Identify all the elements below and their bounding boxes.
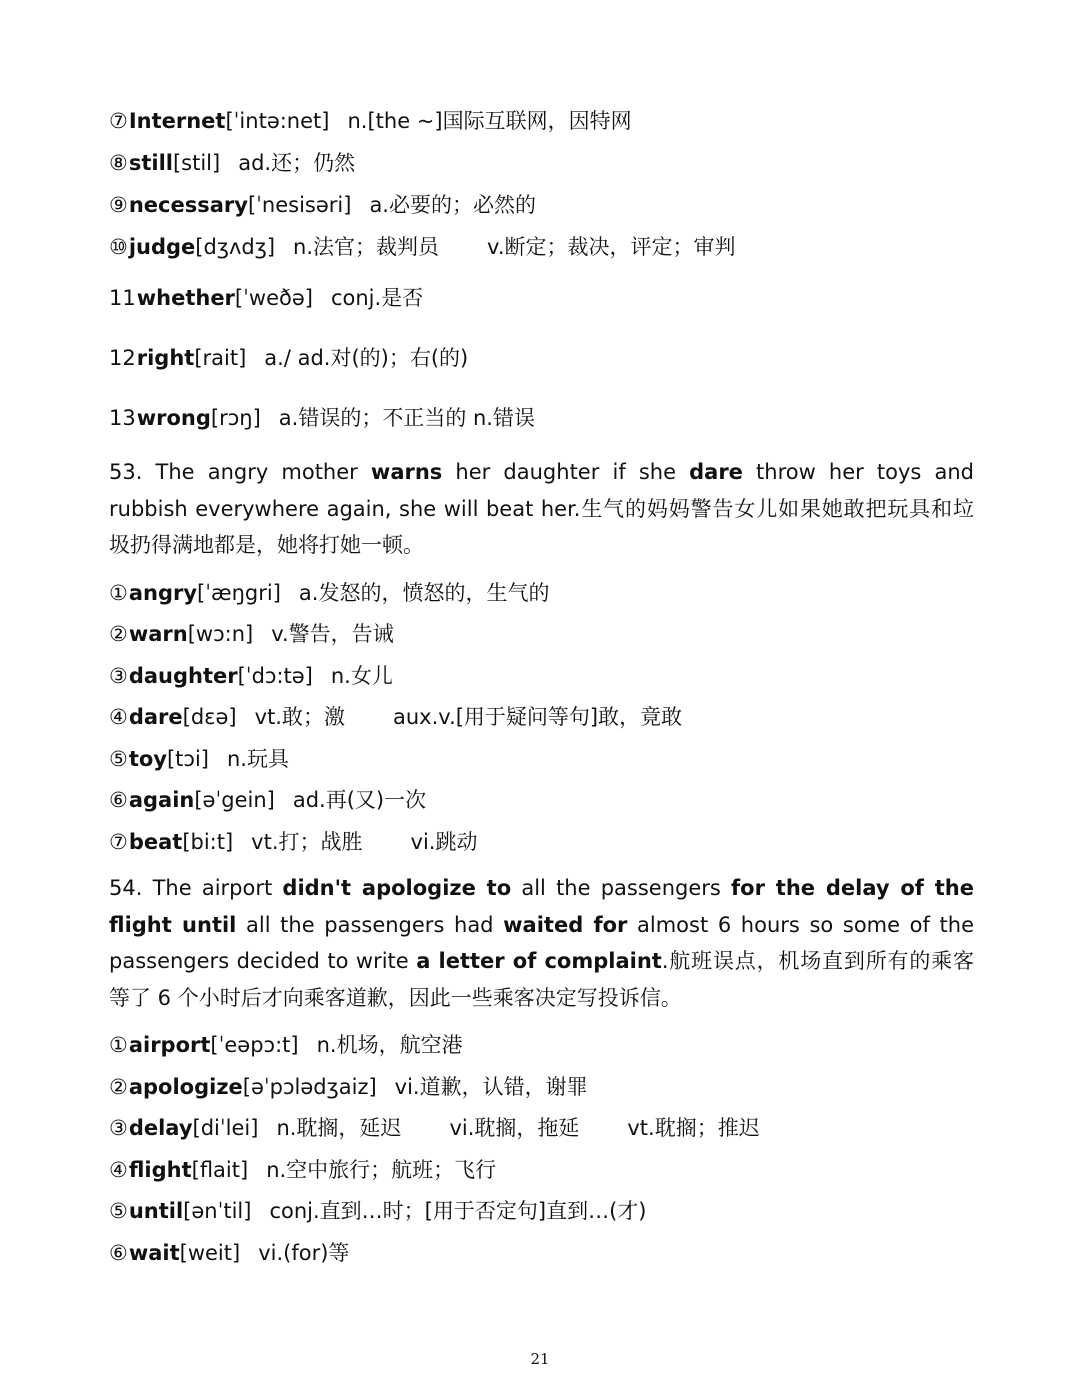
entry-definition: a.必要的；必然的	[369, 193, 536, 217]
entry-definition: n.空中旅行；航班；飞行	[266, 1158, 497, 1182]
sentence-keyword: a letter of complaint	[416, 949, 662, 973]
entry-number: 11	[109, 286, 136, 310]
entry-number: ⑧	[109, 151, 128, 175]
entry-definition: n.玩具	[226, 747, 289, 771]
sentence-text: almost 6 hours so some of the passengers decided to write	[109, 912, 974, 973]
vocab-entry	[109, 1241, 974, 1265]
entry-word: apologize	[128, 1075, 243, 1099]
sentence-text: 53. The angry mother	[109, 460, 371, 484]
entry-phonetic: [wɔ:n]	[187, 622, 254, 646]
entry-definition: n.女儿	[330, 664, 393, 688]
vocab-entry	[109, 235, 974, 259]
entry-number: ⑦	[109, 830, 128, 854]
entry-definition: vi.(for)等	[258, 1241, 350, 1265]
entry-number: ⑦	[109, 109, 128, 133]
entry-phonetic: [ˈweðə]	[234, 286, 313, 310]
entry-word: delay	[128, 1116, 193, 1140]
entry-number: ①	[109, 1033, 128, 1057]
entry-phonetic: [dʒʌdʒ]	[195, 235, 276, 259]
entry-phonetic: [əˈpɔlədʒaiz]	[242, 1075, 377, 1099]
entry-word: warn	[128, 622, 188, 646]
entry-number: ⑤	[109, 747, 128, 771]
sentence-text: all the passengers had	[236, 912, 504, 937]
page-number: 21	[530, 1350, 550, 1368]
sentence-text: all the passengers	[511, 876, 732, 900]
vocab-entry	[109, 1199, 974, 1223]
entry-number: ④	[109, 1158, 128, 1182]
vocab-entry	[109, 1116, 974, 1140]
entry-definition: v.警告，告诫	[271, 622, 394, 646]
entry-word: again	[128, 788, 195, 812]
vocab-entry	[109, 1075, 974, 1099]
entry-word: flight	[128, 1158, 192, 1182]
vocab-entry	[109, 286, 974, 310]
entry-definition: conj.直到…时；[用于否定句]直到…(才)	[269, 1199, 647, 1223]
entry-phonetic: [flait]	[191, 1158, 249, 1182]
sentence-keyword: didn't apologize to	[282, 876, 512, 900]
vocab-entry	[109, 1033, 974, 1057]
entry-definition: n.机场，航空港	[316, 1033, 463, 1057]
entry-number: ⑤	[109, 1199, 128, 1223]
entry-phonetic: [ˈnesisəri]	[247, 193, 352, 217]
vocab-entry	[109, 788, 974, 812]
vocab-entry	[109, 664, 974, 688]
entry-word: judge	[128, 235, 196, 259]
entry-phonetic: [əˈgein]	[194, 788, 275, 812]
sentence-text: .航班误点，机场直到所有的乘客等了 6 个小时后才向乘客道歉，因此一些乘客决定写投诉信。	[109, 949, 974, 1010]
entry-number: ⑨	[109, 193, 128, 217]
entry-phonetic: [stil]	[172, 151, 221, 175]
vocab-entry	[109, 109, 974, 133]
entry-phonetic: [rait]	[194, 346, 247, 370]
entry-definition: vt.打；战胜	[251, 830, 363, 854]
entry-definition: n.法官；裁判员	[293, 235, 440, 259]
entry-number: ⑥	[109, 1241, 128, 1265]
sentence-keyword: for the delay of the flight until	[109, 876, 974, 937]
entry-number: ②	[109, 1075, 128, 1099]
entry-phonetic: [ənˈtil]	[183, 1199, 252, 1223]
entry-phonetic: [ˈintə:net]	[225, 109, 330, 133]
example-sentence-53	[109, 454, 974, 564]
entry-number: ①	[109, 581, 128, 605]
entry-definition: ad.再(又)一次	[292, 788, 427, 812]
entry-phonetic: [diˈlei]	[192, 1116, 259, 1140]
entry-definition-2: vi.跳动	[410, 830, 478, 854]
entry-number: ③	[109, 664, 128, 688]
example-sentence-54	[109, 870, 974, 1016]
entry-word: angry	[128, 581, 198, 605]
entry-phonetic: [bi:t]	[182, 830, 234, 854]
entry-phonetic: [tɔi]	[166, 747, 209, 771]
entry-definition: vt.敢；激	[254, 705, 345, 729]
entry-definition-2: vi.耽搁，拖延	[449, 1116, 580, 1140]
entry-number: ②	[109, 622, 128, 646]
entry-word: dare	[128, 705, 183, 729]
entry-word: daughter	[128, 664, 238, 688]
entry-definition: vi.道歉，认错，谢罪	[394, 1075, 588, 1099]
entry-definition: n.耽搁，延迟	[276, 1116, 402, 1140]
entry-definition: a./ ad.对(的)；右(的)	[264, 346, 469, 370]
entry-phonetic: [weit]	[179, 1241, 241, 1265]
entry-definition: ad.还；仍然	[238, 151, 356, 175]
sentence-text: 54. The airport	[109, 876, 283, 900]
entry-word: until	[128, 1199, 184, 1223]
entry-number: ⑩	[109, 235, 128, 259]
vocab-entry	[109, 747, 974, 771]
sentence-keyword: waited for	[503, 912, 628, 937]
entry-phonetic: [ˈdɔ:tə]	[237, 664, 313, 688]
entry-word: still	[128, 151, 173, 175]
entry-definition-2: v.断定；裁决，评定；审判	[487, 235, 736, 259]
vocab-entry	[109, 151, 974, 175]
entry-definition: a.发怒的，愤怒的，生气的	[298, 581, 550, 605]
entry-phonetic: [rɔŋ]	[210, 406, 261, 430]
entry-word: necessary	[128, 193, 248, 217]
entry-number: ⑥	[109, 788, 128, 812]
sentence-text: her daughter if she	[442, 460, 690, 484]
sentence-keyword: warns	[370, 460, 443, 484]
vocab-entry	[109, 622, 974, 646]
entry-word: wrong	[136, 406, 211, 430]
entry-phonetic: [ˈæŋgri]	[197, 581, 281, 605]
vocab-entry	[109, 406, 974, 430]
vocab-entry	[109, 581, 974, 605]
entry-word: wait	[128, 1241, 180, 1265]
entry-word: toy	[128, 747, 167, 771]
entry-definition: a.错误的；不正当的 n.错误	[278, 406, 535, 430]
entry-word: airport	[128, 1033, 211, 1057]
entry-phonetic: [dɛə]	[182, 705, 237, 729]
vocab-entry	[109, 1158, 974, 1182]
entry-definition-3: vt.耽搁；推迟	[627, 1116, 760, 1140]
entry-definition: conj.是否	[330, 286, 424, 310]
entry-number: 13	[109, 406, 136, 430]
vocab-entry	[109, 193, 974, 217]
sentence-text: throw her toys and rubbish everywhere again, she will beat her.生气的妈妈警告女儿如果她敢把玩具和垃圾扔得满地都是，她将打她一顿。	[109, 460, 974, 557]
entry-word: whether	[136, 286, 235, 310]
vocab-entry	[109, 346, 974, 370]
sentence-keyword: dare	[689, 460, 743, 484]
entry-word: beat	[128, 830, 183, 854]
entry-definition: n.[the ~]国际互联网，因特网	[347, 109, 632, 133]
entry-definition-2: aux.v.[用于疑问等句]敢，竟敢	[392, 705, 683, 729]
entry-word: Internet	[128, 109, 226, 133]
entry-word: right	[136, 346, 195, 370]
entry-phonetic: [ˈeəpɔ:t]	[210, 1033, 299, 1057]
entry-number: 12	[109, 346, 136, 370]
entry-number: ③	[109, 1116, 128, 1140]
vocab-entry	[109, 705, 974, 729]
vocab-entry	[109, 830, 974, 854]
entry-number: ④	[109, 705, 128, 729]
